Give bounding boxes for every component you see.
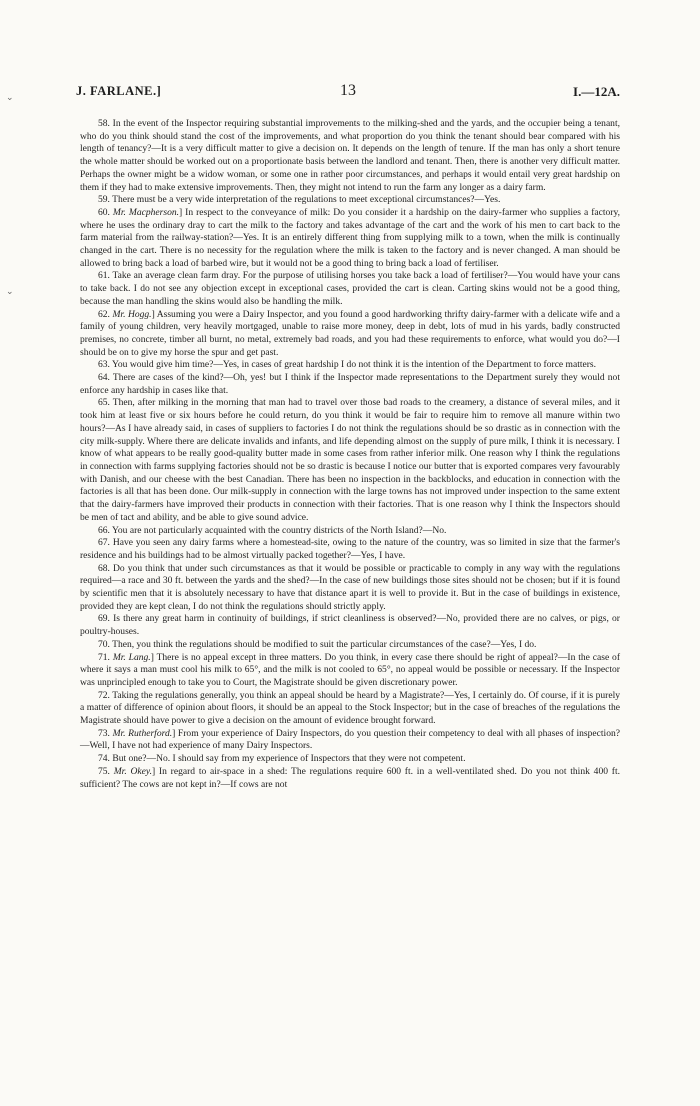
paragraph [80,194,620,207]
paragraph [80,207,620,271]
paragraph-text: 72. Taking the regulations generally, you think an appeal should be heard by a Magistrate?—Yes, I certainly do. Of course, if it is purely a matter of difference of opinion about floors, it should be an appeal to the Stock Inspector; but in the case of breaches of the regulations the Magistrate should have power to give a decision on the amount of evidence brought forward. [80,689,620,727]
paragraph-text: 71. [98,651,113,663]
paragraph-text: 67. Have you seen any dairy farms where a homestead-site, owing to the nature of the country, was so limited in size that the farmer's residence and his buildings had to be almost virtually packed together?—Yes, I have. [80,537,620,561]
paragraph-text: 69. Is there any great harm in continuity of buildings, if strict cleanliness is observed?—No, provided there are no calves, or pigs, or poultry-houses. [80,613,620,638]
margin-mark: ⌄ [6,92,14,102]
speaker-name: Mr. Lang. [112,651,151,663]
paragraph-text: ] In regard to air-space in a shed: The regulations require 600 ft. in a well-ventilated shed. Do you not think 400 ft. sufficient? The cows are not kept in?—If cows are not [80,765,620,790]
paragraph [80,537,620,562]
paragraph-text: ] In respect to the conveyance of milk: Do you consider it a hardship on the dairy-farmer who supplies a factory, where he uses the ordinary dray to cart the milk to the factory and takes advantage of the cart and the work of his men to cart back to the farm material from the railway-station?—Yes. It is an entirely different thing from supplying milk to a town, when the milk is continually changed in the cart. There is no necessity for the regulation where the milk is taken to the factory and is never changed. A man should be allowed to bring back a load of barbed wire, but it would not be a good thing to bring back a load of fertiliser. [80,206,620,269]
paragraph [80,270,620,308]
paragraph-text: 68. Do you think that under such circumstances as that it would be possible or practicable to comply in any way with the regulations required—a race and 30 ft. between the yards and the shed?—In the case of new buildings those sites should not be chosen; but if it is found by scientific men that it is absolutely necessary to have that distance apart it is well to provide it. But in the case of buildings in existence, provided they are kept clean, I do not think the regulations should strictly apply. [80,562,620,612]
paragraph [80,563,620,614]
speaker-name: Mr. Hogg. [112,308,152,320]
paragraph [80,525,620,538]
paragraph-text: 74. But one?—No. I should say from my experience of Inspectors that they were not competent. [98,753,466,765]
paragraph-text: 63. You would give him time?—Yes, in cases of great hardship I do not think it is the intention of the Department to force matters. [98,359,597,371]
paragraph-text: 62. [98,308,113,320]
paragraph [80,652,620,690]
body-text [80,118,620,791]
paragraph [80,613,620,638]
speaker-name: Mr. Macpherson. [112,206,180,218]
speaker-name: Mr. Okey. [113,765,152,777]
paragraph [80,753,620,766]
paragraph [80,766,620,791]
paragraph-text: 59. There must be a very wide interpretation of the regulations to meet exceptional circumstances?—Yes. [98,194,501,206]
paragraph [80,728,620,753]
paragraph [80,397,620,524]
page-number: 13 [340,82,356,99]
paragraph-text: 61. Take an average clean farm dray. For the purpose of utilising horses you take back a load of fertiliser?—You would have your cans to take back. I do not see any objection except in exceptional cases, provided the cart is clean. Carting skins would not be a good thing, because the man handling the skins would also be handling the milk. [80,270,620,307]
paragraph [80,118,620,194]
paragraph-text: 75. [98,765,114,777]
paragraph-text: ] There is no appeal except in three matters. Do you think, in every case there should be right of appeal?—In the case of where it says a man must cool his milk to 65°, and the milk is not cooled to 65°, no appeal would be possible or necessary. If the Inspector was unprincipled enough to take you to Court, the Magistrate should be given discretionary power. [80,651,621,688]
paragraph-text: 60. [98,206,113,218]
paragraph-text: 58. In the event of the Inspector requiring substantial improvements to the milking-shed and the yards, and the occupier being a tenant, who do you think should stand the cost of the improvements, and what proportion do you think the tenant should bear compared with his length of tenancy?—It is a very difficult matter to give a decision on. It depends on the length of tenure. If the man has only a short tenure the whole matter should be worked out on a proportionate basis between the landlord and tenant. Then, there is another very difficult matter. Perhaps the owner might be a widow woman, or some one in rather poor circumstances, and perhaps it would entail very great hardship on them if they had to make extensive improvements. Then, they might not intend to run the farm any longer as a dairy farm. [80,118,620,193]
paragraph-text: 70. Then, you think the regulations should be modified to suit the particular circumstances of the case?—Yes, I do. [98,638,537,650]
speaker-name: Mr. Rutherford. [112,727,173,739]
paragraph [80,690,620,728]
paragraph [80,309,620,360]
paragraph-text: 66. You are not particularly acquainted with the country districts of the North Island?—No. [98,524,447,536]
paragraph [80,359,620,372]
margin-mark: ⌄ [6,286,14,296]
header-author: J. FARLANE.] [76,84,162,98]
paragraph [80,639,620,652]
document-reference: I.—12A. [573,84,620,99]
paragraph-text: 73. [98,727,113,739]
paragraph-text: ] From your experience of Dairy Inspectors, do you question their competency to deal with all phases of inspection?—Well, I have not had experience of many Dairy Inspectors. [80,727,620,752]
paragraph-text: ] Assuming you were a Dairy Inspector, and you found a good hardworking thrifty dairy-farmer with a delicate wife and a family of young children, very heavily mortgaged, unable to raise more money, deep in debt, lots of mud in his yards, badly constructed premises, no concrete, timber all burnt, no metal, extremely bad roads, and you had these requirements to enforce, what would you do?—I should be on to give my horse the spur and get past. [80,308,620,358]
paragraph-text: 65. Then, after milking in the morning that man had to travel over those bad roads to the creamery, a distance of several miles, and it took him at least five or six hours before he could return, do you think it would be fair to require him to remove all manure within two hours?—As I have already said, in cases of suppliers to factories I do not think the regulations should be so drastic as in connection with the city milk-supply. Where there are delicate invalids and infants, and life depending almost on the supply of pure milk, I think it is necessary. I know of what appears to be really good-quality butter made in some cases from rather inferior milk. One reason why I think the regulations in connection with farms supplying factories should not be so drastic is because I notice our butter that is exported compares very favourably with Danish, and our cheese with the best Canadian. There has been no inspection in the backblocks, and education in connection with the factories is all that has been done. Our milk-supply in connection with the large towns has not improved under inspection to the same extent that the dairy-farmers have improved their products in connection with their factories. That is one reason why I think the Inspectors should be men of tact and ability, and be able to give sound advice. [80,397,620,523]
paragraph [80,372,620,397]
paragraph-text: 64. There are cases of the kind?—Oh, yes! but I think if the Inspector made representations to the Department surely they would not enforce any hardship in cases like that. [80,372,620,396]
page-header [76,84,620,104]
